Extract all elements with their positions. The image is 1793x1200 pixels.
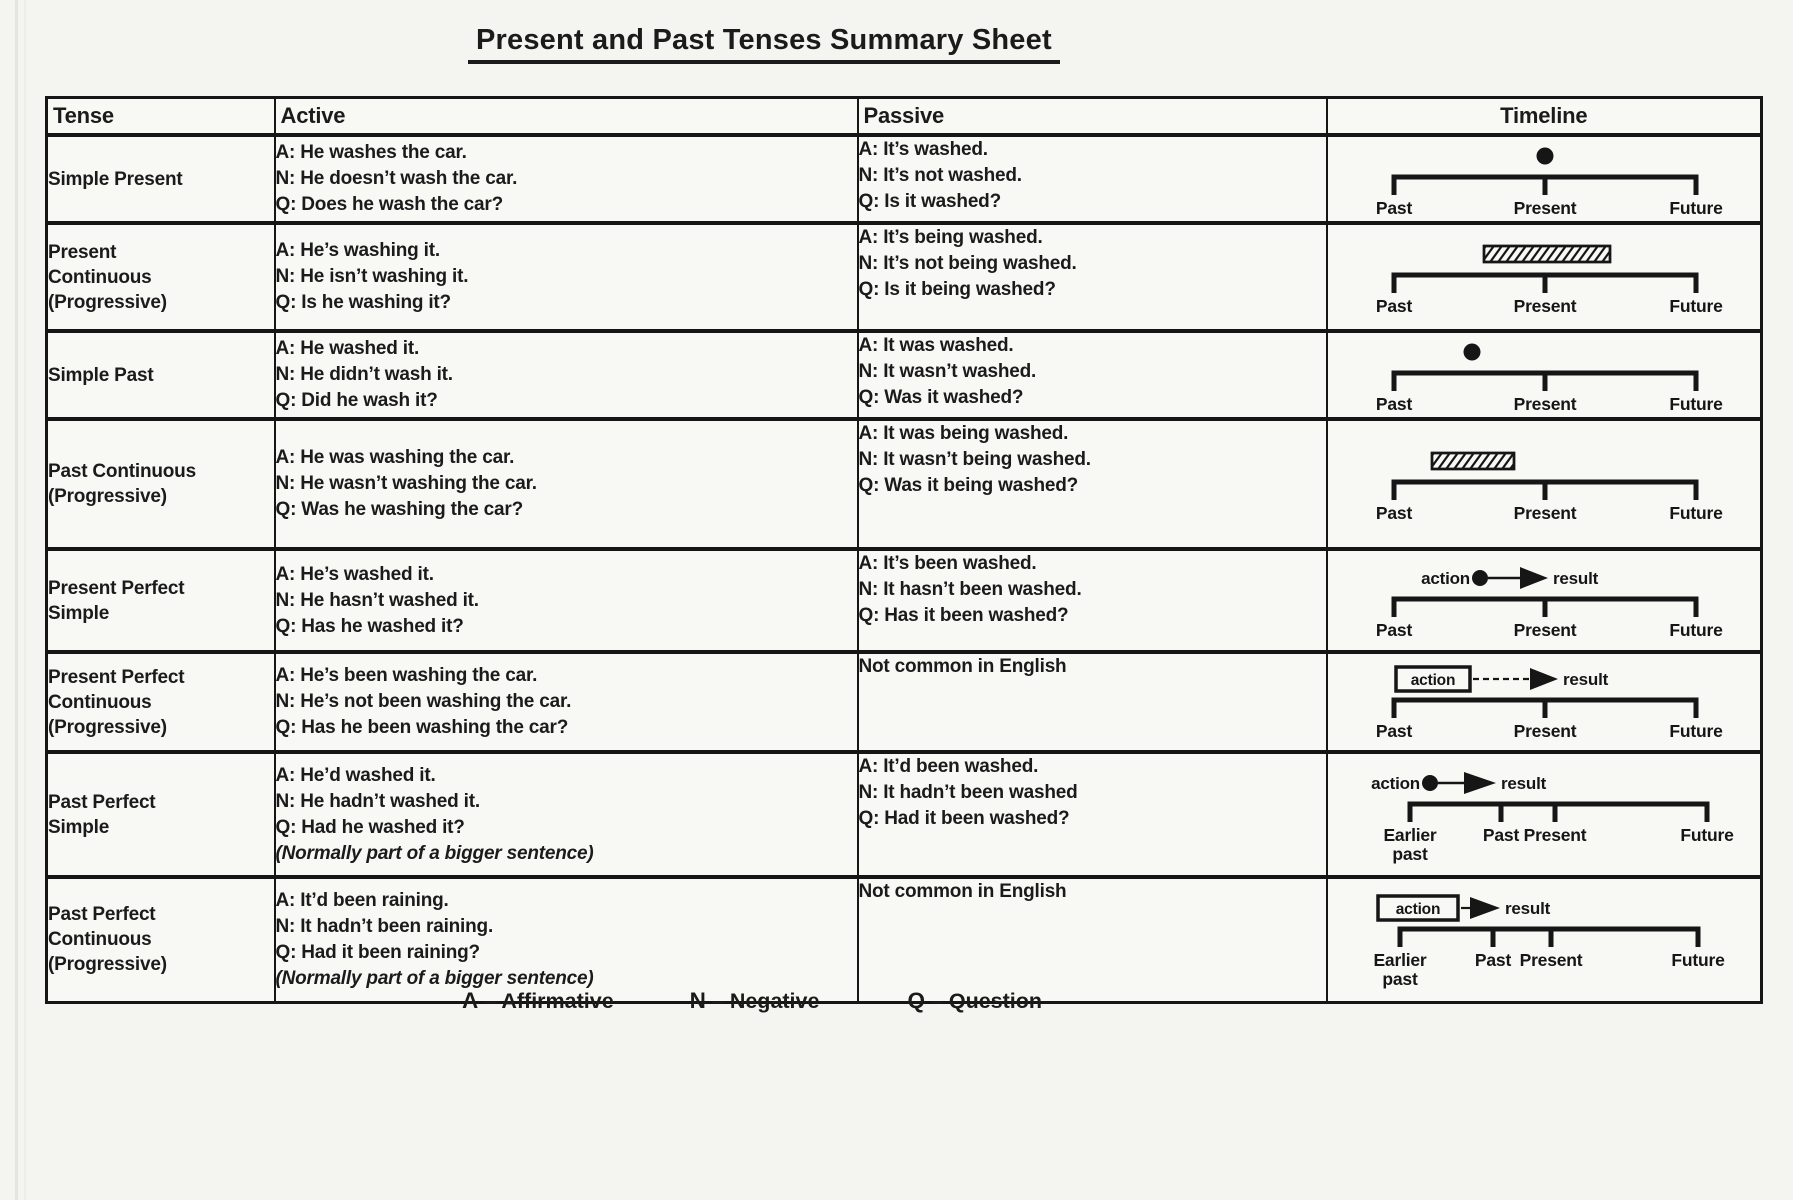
sentence-line: Q: Had it been raining?: [275, 941, 480, 963]
legend-key: Q: [907, 988, 925, 1013]
svg-text:past: past: [1382, 968, 1418, 989]
scan-edge-artifact: [15, 0, 18, 1200]
tense-cell: [47, 752, 275, 877]
sentence-line: Not common in English: [858, 656, 1067, 677]
sentence-line: Q: Is it washed?: [858, 191, 1001, 212]
svg-text:action: action: [1370, 773, 1420, 793]
sentence-line: Q: Had it been washed?: [858, 808, 1070, 829]
sentence-line: A: It’s being washed.: [858, 227, 1043, 248]
svg-text:Past: Past: [1375, 296, 1412, 316]
sentence-line: N: It wasn’t washed.: [858, 361, 1037, 382]
svg-text:Past: Past: [1375, 619, 1412, 640]
svg-text:Past: Past: [1482, 824, 1519, 845]
sentence-line: A: He’s washed it.: [275, 563, 434, 585]
sentence-line: N: He hasn’t washed it.: [275, 589, 479, 611]
timeline-diagram: [1332, 764, 1756, 866]
tense-line: Simple Past: [48, 364, 154, 386]
passive-cell: [858, 652, 1327, 752]
column-header-timeline: Timeline: [1327, 98, 1762, 136]
legend-item: N – Negative: [689, 988, 820, 1013]
passive-cell: [858, 135, 1327, 223]
legend: [462, 988, 1042, 1014]
svg-text:Past: Past: [1375, 503, 1412, 523]
timeline-cell: [1327, 877, 1762, 1002]
usage-note: (Normally part of a bigger sentence): [275, 842, 594, 864]
table-row: [47, 752, 1762, 877]
legend-key: A: [462, 988, 479, 1013]
svg-text:result: result: [1552, 568, 1598, 588]
svg-text:Future: Future: [1669, 296, 1723, 316]
timeline-diagram: [1332, 442, 1756, 526]
timeline-diagram: [1332, 235, 1756, 319]
timeline-cell: [1327, 135, 1762, 223]
page-title: Present and Past Tenses Summary Sheet: [468, 24, 1060, 64]
active-cell: [275, 223, 858, 331]
passive-cell: [858, 419, 1327, 549]
sentence-line: Not common in English: [858, 881, 1067, 902]
sentence-line: A: He’s been washing the car.: [275, 665, 538, 686]
sentence-line: A: It’s washed.: [858, 139, 988, 160]
svg-text:Present: Present: [1513, 503, 1577, 523]
svg-text:Future: Future: [1669, 619, 1723, 640]
svg-text:action: action: [1395, 900, 1440, 918]
sentence-line: N: He’s not been washing the car.: [275, 691, 572, 712]
svg-text:Present: Present: [1523, 824, 1587, 845]
tense-cell: [47, 549, 275, 652]
sentence-line: N: It’s not being washed.: [858, 253, 1077, 274]
timeline-cell: [1327, 223, 1762, 331]
svg-text:Future: Future: [1669, 198, 1723, 218]
column-header-active: Active: [275, 98, 858, 136]
passive-cell: [858, 223, 1327, 331]
table-row: [47, 549, 1762, 652]
table-row: [47, 223, 1762, 331]
svg-text:Future: Future: [1669, 394, 1723, 414]
active-cell: [275, 135, 858, 223]
sentence-line: N: It wasn’t being washed.: [858, 449, 1091, 470]
active-cell: [275, 652, 858, 752]
svg-text:Present: Present: [1513, 296, 1577, 316]
tense-cell: [47, 331, 275, 419]
sentence-line: Q: Does he wash the car?: [275, 194, 503, 215]
sentence-line: Q: Is it being washed?: [858, 279, 1056, 300]
tense-line: (Progressive): [48, 954, 167, 976]
sentence-line: A: It’d been washed.: [858, 756, 1039, 777]
tenses-table: [45, 96, 1763, 1004]
tense-line: Past Continuous: [48, 461, 196, 482]
sentence-line: A: He was washing the car.: [275, 447, 515, 468]
svg-text:Past: Past: [1375, 721, 1412, 741]
column-header-passive: Passive: [858, 98, 1327, 136]
tense-cell: [47, 135, 275, 223]
svg-text:Earlier: Earlier: [1373, 949, 1427, 970]
svg-text:Past: Past: [1375, 394, 1412, 414]
svg-text:action: action: [1410, 672, 1455, 689]
tense-cell: [47, 223, 275, 331]
passive-cell: [858, 877, 1327, 1002]
tense-cell: [47, 652, 275, 752]
active-cell: [275, 331, 858, 419]
sentence-line: Q: Had he washed it?: [275, 816, 465, 838]
table-row: [47, 652, 1762, 752]
tense-line: Past Perfect: [48, 904, 156, 926]
timeline-diagram: [1332, 333, 1756, 417]
sentence-line: Q: Was it being washed?: [858, 475, 1079, 496]
svg-text:Present: Present: [1519, 949, 1583, 970]
sentence-line: A: It’s been washed.: [858, 553, 1037, 574]
active-cell: [275, 877, 858, 1002]
timeline-diagram: [1332, 660, 1756, 744]
svg-text:Present: Present: [1513, 721, 1577, 741]
sentence-line: N: He didn’t wash it.: [275, 364, 453, 385]
table-row: [47, 135, 1762, 223]
legend-item: A – Affirmative: [462, 988, 614, 1013]
sentence-line: N: He hadn’t washed it.: [275, 790, 480, 812]
header-row: [47, 98, 1762, 136]
sentence-line: Q: Has it been washed?: [858, 605, 1069, 626]
svg-text:past: past: [1392, 843, 1428, 864]
legend-item: Q – Question: [907, 988, 1043, 1013]
tense-line: (Progressive): [48, 291, 167, 313]
sentence-line: N: It hadn’t been washed: [858, 782, 1078, 803]
tense-cell: [47, 877, 275, 1002]
table-row: [47, 419, 1762, 549]
tense-line: (Progressive): [48, 716, 167, 738]
svg-text:action: action: [1420, 568, 1470, 588]
tense-line: (Progressive): [48, 486, 167, 507]
tense-line: Present Perfect: [48, 577, 185, 599]
tense-line: Present: [48, 241, 117, 263]
svg-text:result: result: [1500, 773, 1546, 793]
tense-line: Simple: [48, 602, 110, 624]
timeline-cell: [1327, 652, 1762, 752]
sentence-line: A: He washed it.: [275, 338, 420, 359]
timeline-diagram: [1332, 559, 1756, 643]
sentence-line: A: He washes the car.: [275, 142, 467, 163]
sentence-line: Q: Did he wash it?: [275, 390, 438, 411]
timeline-diagram: [1332, 889, 1756, 991]
tense-line: Simple: [48, 816, 110, 838]
table-row: [47, 331, 1762, 419]
sentence-line: Q: Is he washing it?: [275, 292, 451, 313]
timeline-cell: [1327, 752, 1762, 877]
svg-text:Future: Future: [1680, 824, 1734, 845]
sentence-line: A: He’s washing it.: [275, 240, 440, 261]
sentence-line: N: It hadn’t been raining.: [275, 915, 494, 937]
table-row: [47, 877, 1762, 1002]
usage-note: (Normally part of a bigger sentence): [275, 967, 594, 989]
sentence-line: Q: Has he washed it?: [275, 615, 464, 637]
svg-text:Present: Present: [1513, 394, 1577, 414]
sentence-line: A: It was being washed.: [858, 423, 1069, 444]
timeline-cell: [1327, 419, 1762, 549]
sentence-line: N: He doesn’t wash the car.: [275, 168, 518, 189]
legend-key: N: [689, 988, 706, 1013]
timeline-cell: [1327, 549, 1762, 652]
tense-line: Continuous: [48, 929, 152, 951]
tense-line: Present Perfect: [48, 666, 185, 688]
timeline-diagram: [1332, 137, 1756, 221]
svg-text:Past: Past: [1474, 949, 1511, 970]
column-header-tense: Tense: [47, 98, 275, 136]
svg-text:Present: Present: [1513, 198, 1577, 218]
passive-cell: [858, 752, 1327, 877]
active-cell: [275, 419, 858, 549]
svg-text:Future: Future: [1669, 503, 1723, 523]
active-cell: [275, 549, 858, 652]
tense-cell: [47, 419, 275, 549]
sentence-line: A: It’d been raining.: [275, 889, 449, 911]
tense-line: Simple Present: [48, 168, 183, 190]
sentence-line: Q: Has he been washing the car?: [275, 717, 569, 738]
tense-line: Past Perfect: [48, 791, 156, 813]
svg-text:Earlier: Earlier: [1383, 824, 1437, 845]
passive-cell: [858, 331, 1327, 419]
svg-text:result: result: [1562, 670, 1608, 689]
svg-text:Future: Future: [1671, 949, 1725, 970]
sentence-line: N: He isn’t washing it.: [275, 266, 469, 287]
tense-line: Continuous: [48, 691, 152, 713]
scan-edge-artifact: [24, 0, 26, 1200]
sentence-line: N: It’s not washed.: [858, 165, 1022, 186]
sentence-line: A: It was washed.: [858, 335, 1014, 356]
active-cell: [275, 752, 858, 877]
sentence-line: N: He wasn’t washing the car.: [275, 473, 537, 494]
passive-cell: [858, 549, 1327, 652]
svg-text:Present: Present: [1513, 619, 1577, 640]
sentence-line: N: It hasn’t been washed.: [858, 579, 1082, 600]
sentence-line: Q: Was it washed?: [858, 387, 1024, 408]
tense-line: Continuous: [48, 266, 152, 288]
sentence-line: Q: Was he washing the car?: [275, 499, 523, 520]
svg-text:Past: Past: [1375, 198, 1412, 218]
svg-text:result: result: [1504, 898, 1550, 918]
svg-text:Future: Future: [1669, 721, 1723, 741]
table-body: [47, 135, 1762, 1002]
timeline-cell: [1327, 331, 1762, 419]
sentence-line: A: He’d washed it.: [275, 764, 436, 786]
